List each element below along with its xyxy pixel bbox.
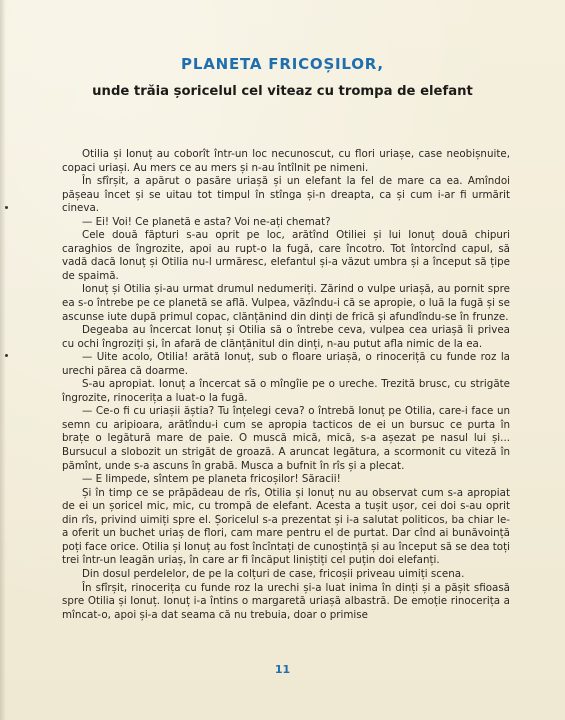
paragraph: Ionuț și Otilia și-au urmat drumul nedumeriți. Zărind o vulpe uriașă, au pornit spre ea s-o întrebe pe ce planetă se află. Vulpea, văzîndu-i că se apropie, o luă la fugă și se ascunse iute după primul copac, clănțănind din dinți de frică și afundîndu-se în frunze.	[62, 283, 510, 323]
chapter-title: PLANETA FRICOȘILOR,	[181, 55, 384, 73]
paragraph: Cele două făpturi s-au oprit pe loc, arătînd Otiliei și lui Ionuț două chipuri caraghios de îngrozite, apoi au rupt-o la fugă, care încotro. Tot întorcînd capul, să vadă dacă Ionuț și Otilia nu-l urmăresc, elefantul și-a văzut umbra și a început să țipe de spaimă.	[62, 229, 510, 282]
paragraph: Și în timp ce se prăpădeau de rîs, Otilia și Ionuț nu au observat cum s-a apropiat de ei un șoricel mic, mic, cu trompă de elefant. Acesta a tușit ușor, cei doi s-au oprit din rîs, privind uimiți spre el. Șoricelul s-a prezentat și i-a salutat politicos, ba chiar le-a oferit un buchet uriaș de flori, cam mare pentru el de purtat. Dar cînd ai bunăvoință poți face orice. Otilia și Ionuț au fost încîntați de cunoștință și au început să se dea toți trei într-un leagăn uriaș, în care ar fi încăput liniștiți cel puțin doi elefanți.	[62, 486, 510, 567]
paragraph: Degeaba au încercat Ionuț și Otilia să o întrebe ceva, vulpea cea uriașă îi privea cu ochi îngroziți și, în afară de clănțănitul din dinți, n-au putut afla nimic de la ea.	[62, 324, 510, 350]
page-edge-shadow	[0, 0, 6, 720]
page-number: 11	[274, 663, 291, 676]
paragraph: — E limpede, sîntem pe planeta fricoșilor! Săracii!	[82, 473, 341, 486]
paragraph: — Uite acolo, Otilia! arătă Ionuț, sub o floare uriașă, o rinoceriță cu funde roz la urechi părea că doarme.	[62, 351, 510, 377]
story-text	[62, 148, 510, 622]
page-speck	[5, 206, 8, 209]
paragraph: Otilia și Ionuț au coborît într-un loc necunoscut, cu flori uriașe, case neobișnuite, copaci uriași. Au mers ce au mers și n-au întîlnit pe nimeni.	[62, 148, 510, 174]
paragraph: — Ce-o fi cu uriașii ăștia? Tu înțelegi ceva? o întrebă Ionuț pe Otilia, care-i face un semn cu aripioara, arătîndu-i cum se apropia tacticos de ei un bursuc ce purta în brațe o legătură mare de paie. O muscă mică, mică, s-a așezat pe nasul lui și... Bursucul a slobozit un strigăt de groază. A aruncat legătura, a scormonit cu viteză în pămînt, unde s-a ascuns în grabă. Musca a bufnit în rîs și a plecat.	[62, 405, 510, 472]
paragraph: În sfîrșit, a apărut o pasăre uriașă și un elefant la fel de mare ca ea. Amîndoi pășeau încet și se uitau tot timpul în stînga și-n dreapta, ca și cum i-ar fi urmărit cineva.	[62, 175, 510, 215]
paragraph: Din dosul perdelelor, de pe la colțuri de case, fricoșii priveau uimiți scena.	[82, 567, 465, 580]
paragraph: În sfîrșit, rinocerița cu funde roz la urechi și-a luat inima în dinți și a pășit sfioasă spre Otilia și Ionuț. Ionuț i-a întins o margaretă uriașă albastră. De emoție rinocerița a mîncat-o, apoi și-a dat seama că nu trebuia, doar o primise	[62, 581, 510, 621]
page-speck	[5, 354, 8, 357]
paragraph: S-au apropiat. Ionuț a încercat să o mîngîie pe o ureche. Trezită brusc, cu strigăte îngrozite, rinocerița a luat-o la fugă.	[62, 378, 510, 404]
chapter-subtitle: unde trăia șoricelul cel viteaz cu trompa de elefant	[92, 84, 473, 99]
paragraph: — Ei! Voi! Ce planetă e asta? Voi ne-ați chemat?	[82, 215, 331, 228]
